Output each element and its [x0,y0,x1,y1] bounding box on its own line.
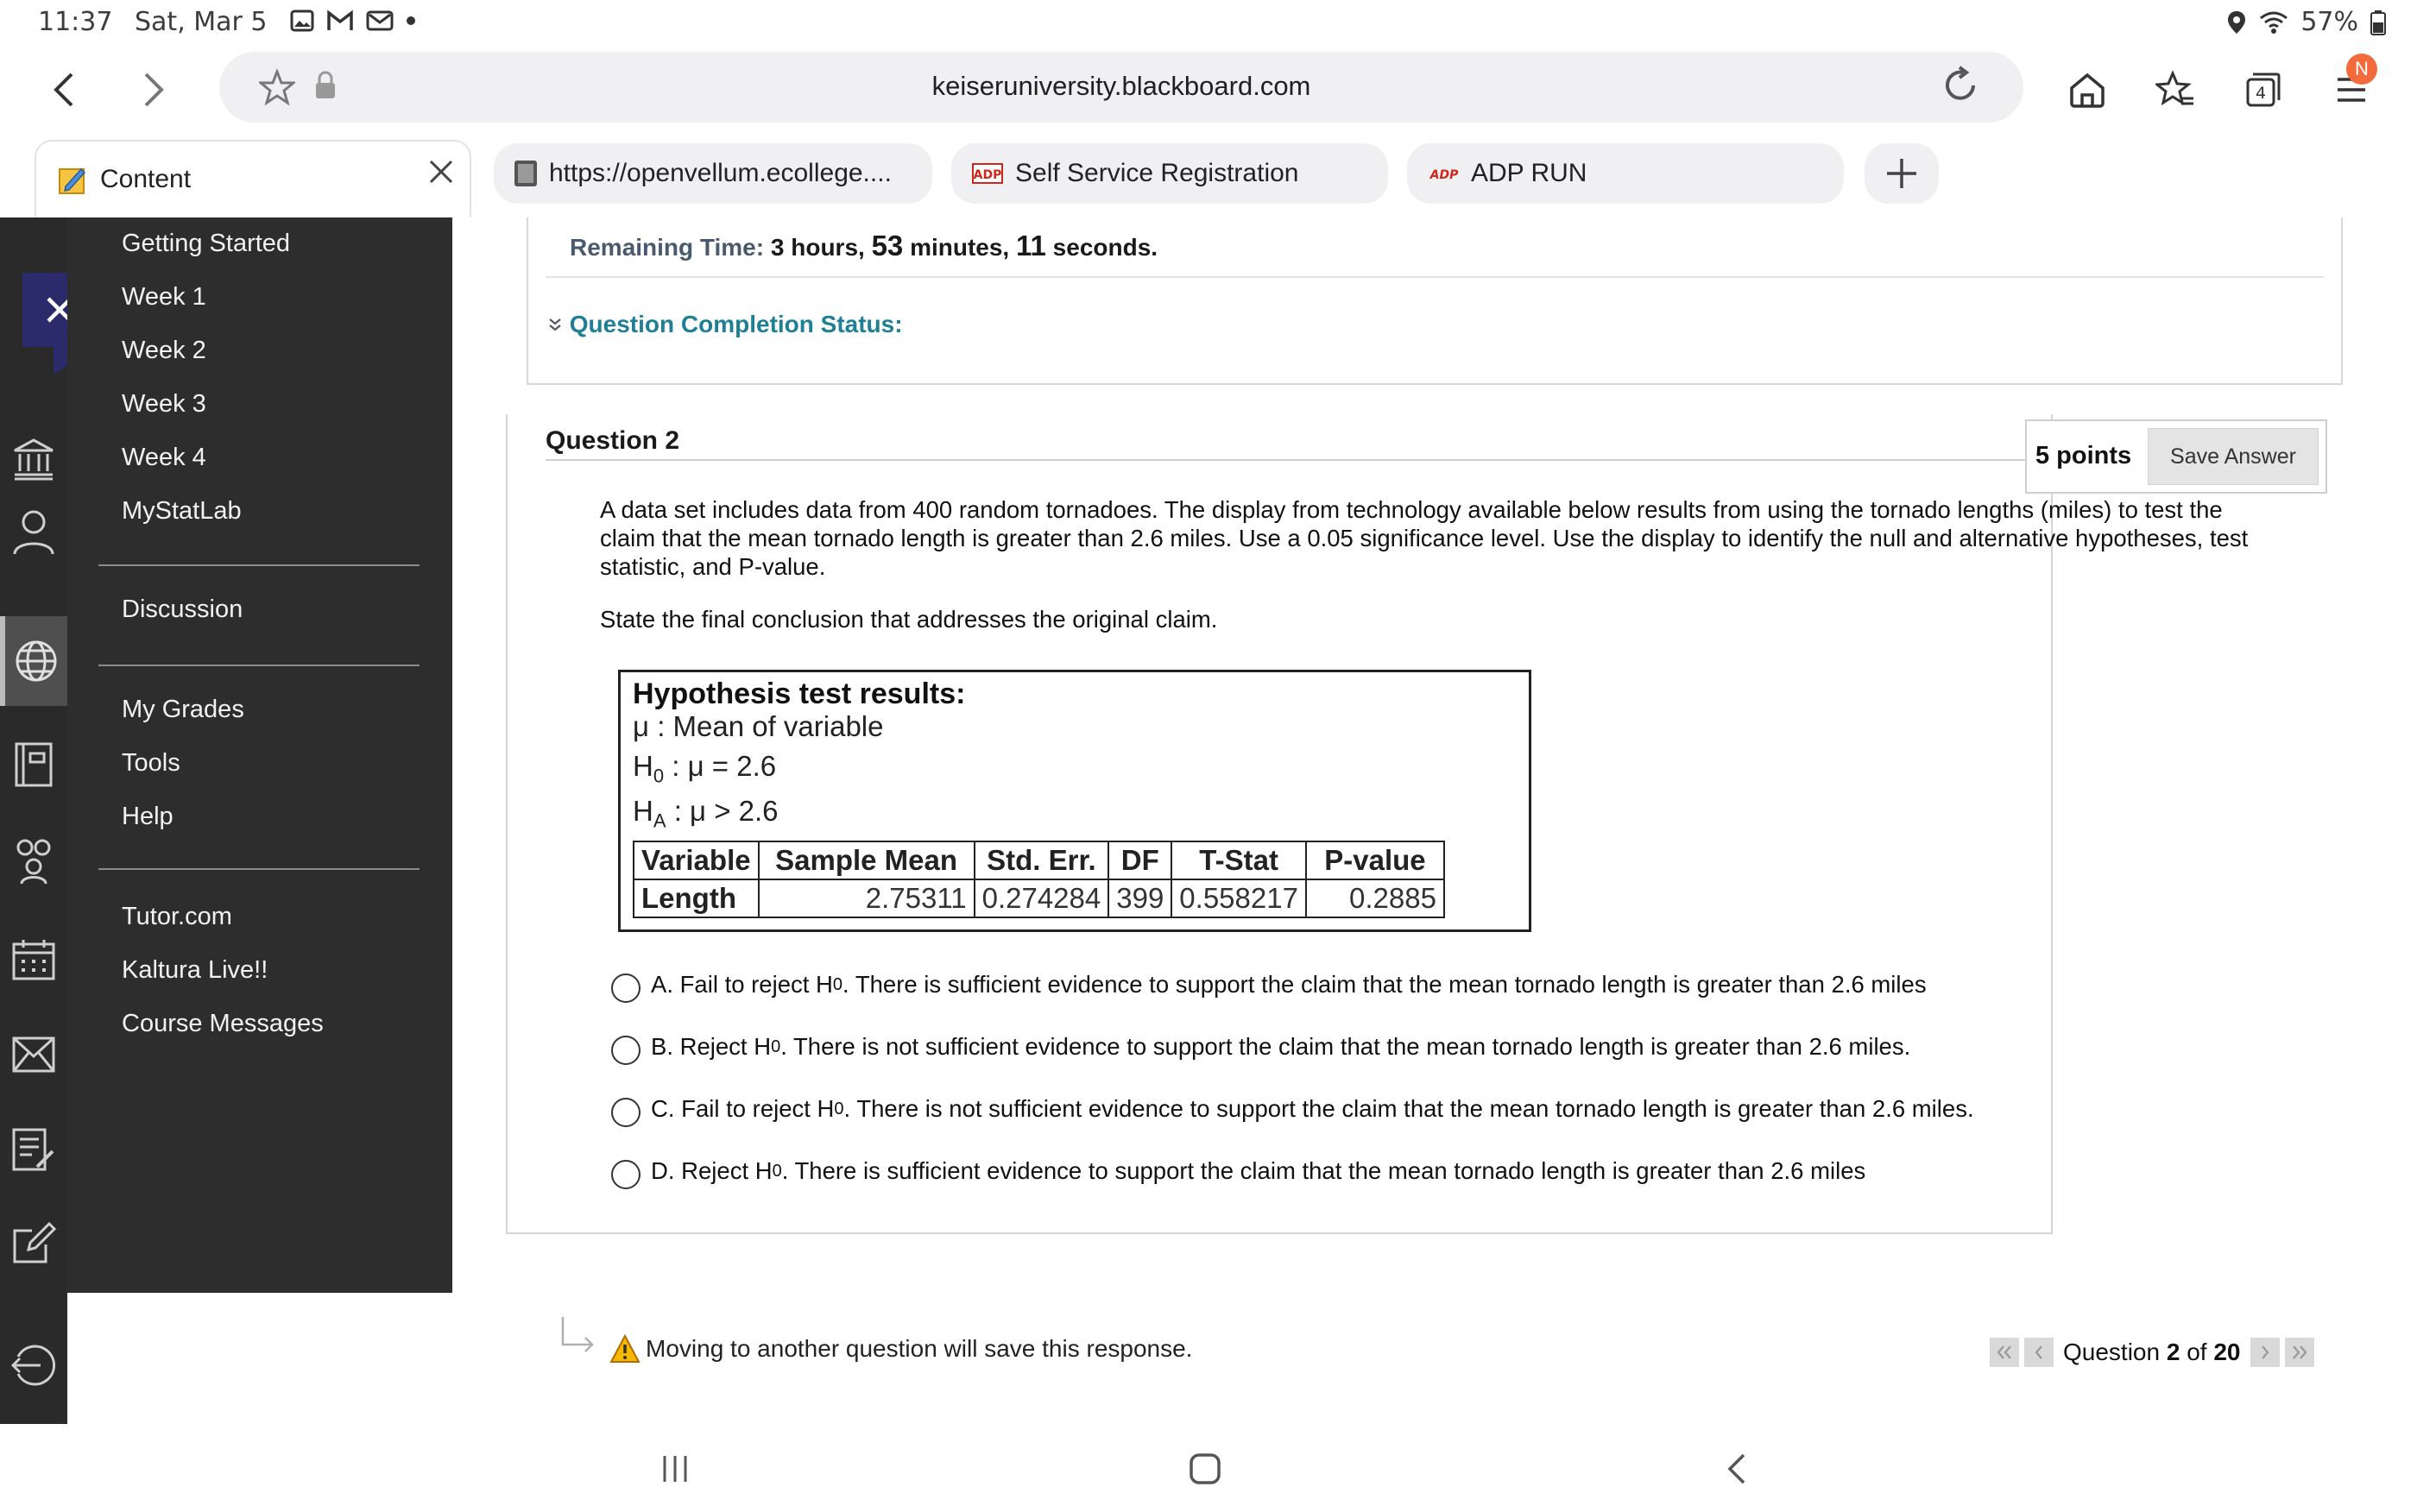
tab-content[interactable] [35,140,471,217]
radio-button[interactable] [611,1098,641,1127]
answer-text-pre: Fail to reject H [681,1095,835,1122]
mu-description: : Mean of variable [657,710,884,742]
home-icon [2068,71,2106,109]
points-box [2025,419,2327,494]
star-list-icon [2155,71,2195,109]
table-row [634,879,1444,917]
timer-minutes: 53 [871,230,904,261]
course-menu-item-week-1[interactable]: Week 1 [122,283,206,311]
book-icon [13,741,54,788]
home-square-icon [1188,1452,1222,1486]
column-header: T-Stat [1171,841,1306,879]
user-icon [11,507,56,556]
chevron-right-icon [141,71,167,109]
double-chevron-right-icon [2290,1344,2309,1361]
wifi-icon [2259,10,2288,35]
status-bar [0,0,2417,47]
h0-statement: : μ = 2.6 [664,750,777,782]
table-cell: Length [634,879,759,917]
ha-statement: : μ > 2.6 [666,795,779,827]
table-header-row [634,841,1444,879]
course-menu-item-week-4[interactable]: Week 4 [122,444,206,471]
reload-icon[interactable] [1941,66,1980,105]
question-counter-prefix: Question [2063,1339,2161,1365]
groups-button[interactable] [0,827,67,896]
course-menu-item-getting-started[interactable]: Getting Started [122,230,291,257]
mu-definition [633,710,884,743]
answer-option-d[interactable] [611,1153,1865,1189]
tab-label: ADP RUN [1471,159,1587,187]
answer-text-post: . There is sufficient evidence to support the claim that the mean tornado length is greater than 2.6 miles [842,971,1927,998]
answer-letter: C. [651,1095,675,1122]
chevron-left-icon [2032,1344,2046,1361]
messages-button[interactable] [0,1020,67,1089]
question-instruction: State the final conclusion that addresses the original claim. [600,606,1218,633]
table-cell: 2.75311 [759,879,975,917]
course-menu-item-mystatlab[interactable]: MyStatLab [122,497,242,525]
answer-text-post: . There is sufficient evidence to support the claim that the mean tornado length is greater than 2.6 miles [781,1157,1866,1184]
battery-icon [2370,9,2386,35]
menu-divider [98,665,420,666]
profile-button[interactable] [0,497,67,566]
answer-text-pre: Reject H [681,1157,773,1184]
double-chevron-down-icon [547,317,563,332]
course-menu-item-course-messages[interactable]: Course Messages [122,1010,324,1037]
question-title: Question 2 [546,426,680,455]
course-menu-item-tools[interactable]: Tools [122,749,180,777]
tab-strip [0,135,2417,217]
alternative-hypothesis [633,795,779,833]
question-navigation [1987,1338,2317,1367]
answer-option-a[interactable] [611,967,1927,1003]
question-counter-of: of [2187,1339,2207,1365]
home-nav-button[interactable] [1171,1443,1240,1495]
blackboard-icon-rail [0,217,67,1424]
mu-symbol: μ [633,710,650,742]
course-menu-item-discussion[interactable]: Discussion [122,595,243,623]
radio-button[interactable] [611,1036,641,1065]
table-cell: 0.274284 [975,879,1109,917]
address-bar[interactable] [219,52,2023,123]
institution-button[interactable] [0,425,67,494]
recent-apps-button[interactable] [641,1443,710,1495]
remaining-time-label: Remaining Time: [570,234,765,261]
save-warning [609,1334,1192,1364]
answer-subscript: 0 [771,1036,781,1056]
question-points: 5 points [2035,442,2132,469]
new-tab-button[interactable] [1865,143,1939,204]
close-tab-icon[interactable] [426,157,456,186]
location-icon [2226,9,2247,35]
return-arrow-icon [559,1315,597,1357]
menu-notification-badge: N [2346,54,2377,85]
adp-logo-icon [1429,166,1459,181]
warning-icon [609,1334,641,1364]
first-question-button[interactable] [1990,1338,2019,1367]
tab-label: https://openvellum.ecollege.... [549,159,892,187]
envelope-icon [11,1036,56,1074]
home-button[interactable] [2061,64,2113,116]
tabs-button[interactable] [2237,64,2289,116]
remaining-time [570,230,1158,262]
timer-seconds-unit: seconds. [1052,234,1158,261]
url-text: keiseruniversity.blackboard.com [931,71,1311,101]
answer-letter: D. [651,1157,675,1184]
timer-hours-unit: hours, [791,234,865,261]
bookmarks-button[interactable] [2149,64,2201,116]
android-navigation-bar [0,1426,2417,1512]
browser-toolbar [0,47,2417,133]
answer-subscript: 0 [772,1161,782,1181]
tab-adp-run[interactable] [1407,143,1844,204]
current-question-number: 2 [2166,1339,2180,1365]
menu-divider [98,868,420,870]
tools-button[interactable] [0,1208,67,1277]
column-header: DF [1108,841,1171,879]
hypothesis-heading: Hypothesis test results: [633,677,966,710]
notepad-icon [57,164,88,195]
back-chevron-icon [1725,1452,1749,1486]
answer-subscript: 0 [834,1099,844,1118]
tab-openvellum[interactable] [494,143,932,204]
tabs-icon [2244,71,2282,109]
mail-icon [366,9,394,32]
answer-option-c[interactable] [611,1091,1974,1127]
institution-icon [11,437,56,482]
adp-logo-icon [972,162,1003,185]
grades-list-icon [11,1127,56,1172]
next-question-button[interactable] [2250,1338,2280,1367]
page-icon [513,159,539,188]
sign-out-button[interactable] [0,1331,67,1400]
course-menu-item-tutor[interactable]: Tutor.com [122,903,232,930]
notification-icons [290,9,416,33]
radio-button[interactable] [611,1160,641,1189]
column-header: Std. Err. [975,841,1109,879]
ha-subscript: A [653,810,666,832]
question-completion-status-toggle[interactable] [547,311,903,338]
test-info-panel [527,217,2343,385]
timer-seconds: 11 [1016,230,1046,261]
hypothesis-test-results [618,670,1531,932]
dot-icon [406,16,416,26]
svg-text:ADP: ADP [973,168,1002,182]
table-cell: 399 [1108,879,1171,917]
battery-percent: 57% [2300,7,2358,37]
gmail-icon [326,9,354,32]
globe-icon [14,639,59,684]
course-menu-item-my-grades[interactable]: My Grades [122,696,244,723]
column-header: Variable [634,841,759,879]
question-title-underline [546,459,2030,461]
course-menu-item-week-3[interactable]: Week 3 [122,390,206,418]
calendar-button[interactable] [0,925,67,994]
course-menu-item-help[interactable]: Help [122,803,174,830]
save-answer-button[interactable]: Save Answer [2148,428,2319,485]
tab-self-service[interactable] [951,143,1388,204]
organizations-button[interactable] [0,730,67,799]
status-time: 11:37 [38,7,113,37]
recent-apps-icon [658,1453,692,1484]
warning-text: Moving to another question will save this response. [646,1335,1193,1362]
courses-button[interactable] [0,616,67,706]
ha-symbol: H [633,795,653,827]
table-cell: 0.2885 [1306,879,1444,917]
answer-option-b[interactable] [611,1029,1910,1065]
h0-subscript: 0 [653,765,665,787]
double-chevron-left-icon [1995,1344,2014,1361]
answer-text-pre: Reject H [679,1033,772,1060]
chevron-right-icon [2258,1344,2272,1361]
column-header: Sample Mean [759,841,975,879]
plus-icon [1884,156,1919,191]
edit-icon [11,1220,56,1265]
svg-text:4: 4 [2255,84,2267,103]
calendar-icon [11,937,56,982]
status-date: Sat, Mar 5 [135,7,268,37]
answer-letter: B. [651,1033,673,1060]
answer-text-post: . There is not sufficient evidence to support the claim that the mean tornado length is greater than 2.6 miles. [843,1095,1974,1122]
radio-button[interactable] [611,973,641,1003]
answer-subscript: 0 [832,974,843,994]
course-menu-item-kaltura[interactable]: Kaltura Live!! [122,956,268,984]
people-icon [9,837,58,885]
divider [546,276,2324,278]
grades-button[interactable] [0,1115,67,1184]
tab-label: Content [100,165,192,193]
forward-button[interactable] [128,64,180,116]
timer-hours: 3 [770,234,785,261]
results-table [633,841,1445,918]
h0-symbol: H [633,750,653,782]
last-question-button[interactable] [2285,1338,2314,1367]
back-button[interactable] [38,64,90,116]
svg-text:ADP: ADP [1429,168,1459,181]
answer-text-post: . There is not sufficient evidence to support the claim that the mean tornado length is greater than 2.6 miles. [780,1033,1911,1060]
answer-letter: A. [651,971,673,998]
course-menu [67,217,452,1293]
menu-divider [98,564,420,566]
answer-text-pre: Fail to reject H [679,971,833,998]
sign-out-icon [9,1341,58,1389]
timer-minutes-unit: minutes, [910,234,1010,261]
tab-label: Self Service Registration [1015,159,1299,187]
question-counter [2063,1339,2241,1366]
null-hypothesis [633,750,776,788]
chevron-left-icon [51,71,77,109]
previous-question-button[interactable] [2024,1338,2054,1367]
total-questions: 20 [2213,1339,2241,1365]
question-text: A data set includes data from 400 random tornadoes. The display from technology available below results from using the tornado lengths (miles) to test the claim that the mean tornado length is greater than 2.6 miles. Use a 0.05 significance level. Use the display to identify the null and alternative hypotheses, test statistic, and P-value. [600,496,2249,580]
column-header: P-value [1306,841,1444,879]
gallery-icon [290,9,314,33]
completion-status-label: Question Completion Status: [569,311,903,337]
back-nav-button[interactable] [1702,1443,1771,1495]
course-menu-item-week-2[interactable]: Week 2 [122,337,206,364]
table-cell: 0.558217 [1171,879,1306,917]
